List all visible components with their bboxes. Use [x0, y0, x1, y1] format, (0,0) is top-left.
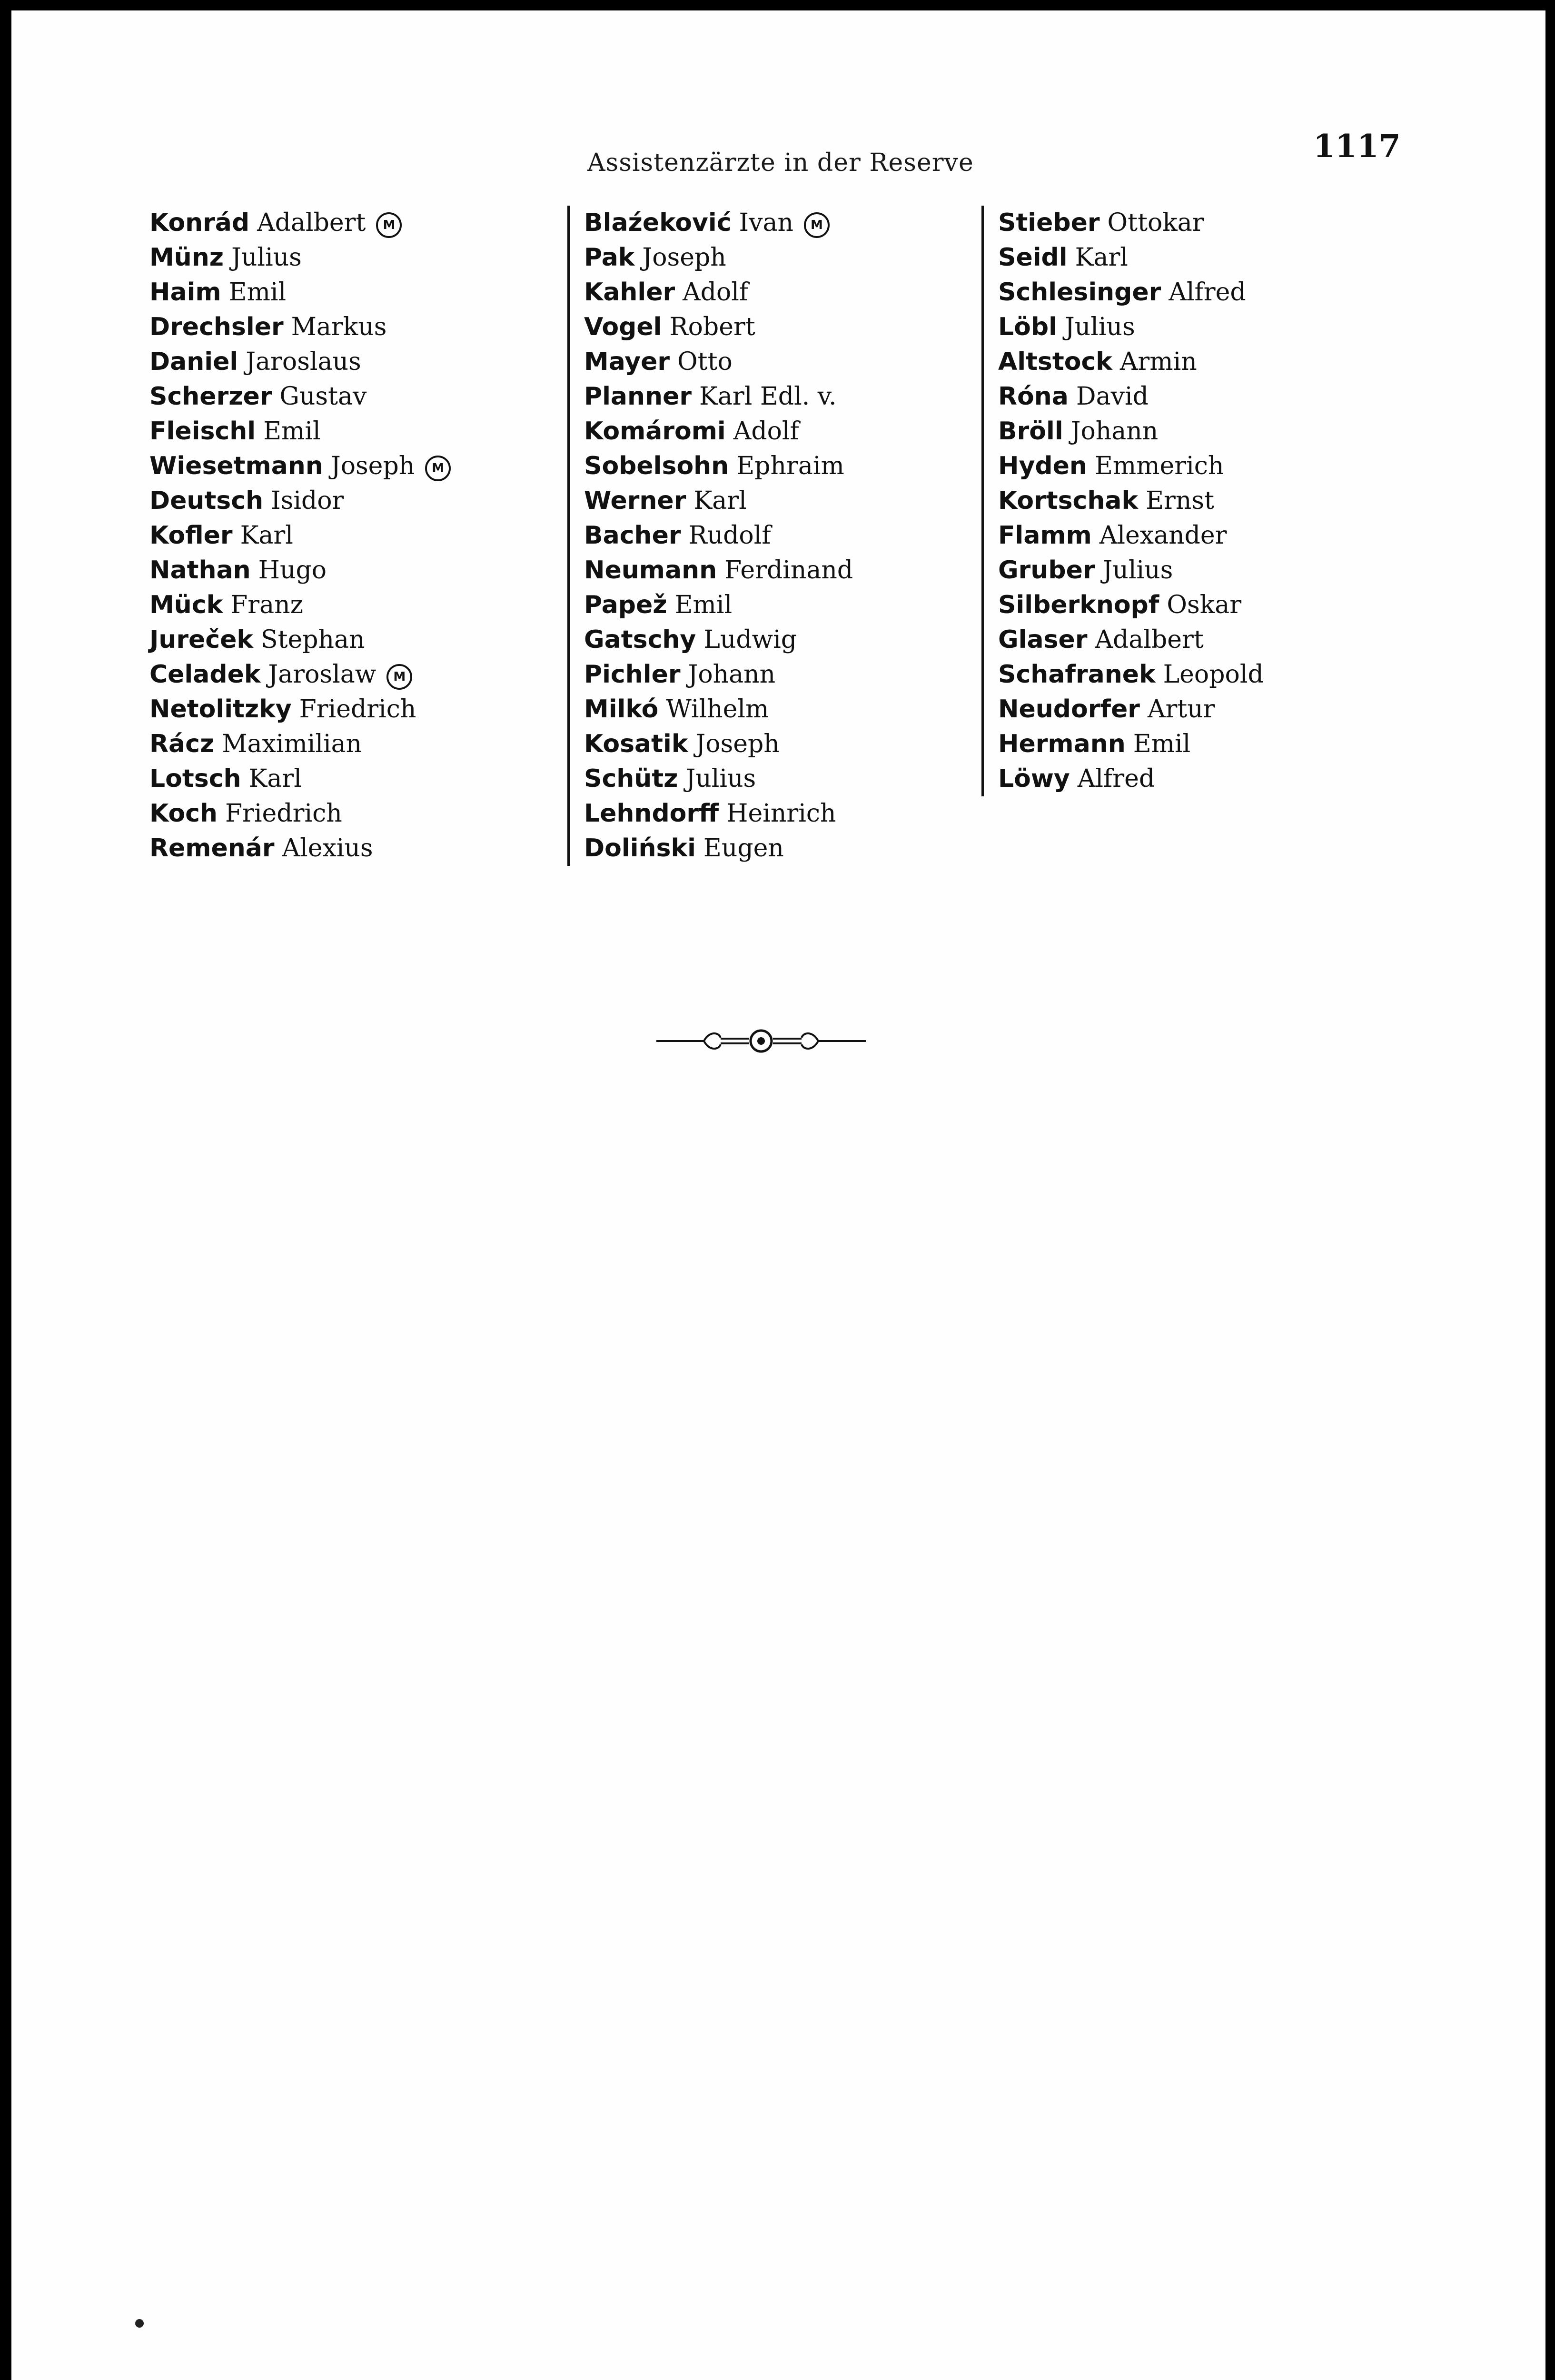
name-entry: [584, 275, 893, 310]
name-entry: [149, 796, 521, 831]
surname: Stieber: [998, 208, 1100, 237]
given-name: Emil: [263, 417, 321, 446]
given-name: Karl: [1075, 243, 1128, 272]
given-name: Franz: [230, 591, 303, 619]
surname: Mück: [149, 591, 223, 619]
surname: Netolitzky: [149, 695, 292, 724]
surname: Kofler: [149, 521, 233, 550]
name-entry: [584, 484, 893, 518]
given-name: Jaroslaw: [268, 660, 376, 689]
surname: Pak: [584, 243, 635, 272]
name-column-2: [567, 206, 893, 866]
running-head: Assistenzärzte in der Reserve: [587, 149, 974, 177]
name-entry: [584, 518, 893, 553]
name-entry: [998, 275, 1331, 310]
name-entry: [998, 345, 1331, 379]
surname: Sobelsohn: [584, 452, 729, 480]
surname: Seidl: [998, 243, 1068, 272]
given-name: Markus: [291, 313, 387, 341]
given-name: Alexius: [282, 834, 373, 863]
given-name: Leopold: [1163, 660, 1264, 689]
surname: Milkó: [584, 695, 659, 724]
given-name: Gustav: [279, 382, 367, 411]
given-name: Emil: [674, 591, 733, 619]
given-name: Karl Edl. v.: [699, 382, 837, 411]
name-entry: [584, 310, 893, 345]
surname: Neumann: [584, 556, 717, 585]
surname: Altstock: [998, 347, 1112, 376]
surname: Löbl: [998, 313, 1057, 341]
name-entry: [584, 623, 893, 657]
given-name: Alfred: [1169, 278, 1246, 307]
surname: Rácz: [149, 730, 215, 758]
given-name: Eugen: [703, 834, 784, 863]
name-column-1: [149, 206, 521, 866]
given-name: Johann: [1070, 417, 1159, 446]
decorative-ornament: [656, 1029, 866, 1053]
name-entry: [584, 240, 893, 275]
name-entry: [584, 345, 893, 379]
circled-m-mark: M: [386, 664, 412, 690]
name-entry: [584, 206, 893, 240]
name-entry: [998, 588, 1331, 623]
surname: Neudorfer: [998, 695, 1140, 724]
name-entry: [149, 692, 521, 727]
given-name: David: [1076, 382, 1149, 411]
given-name: Emmerich: [1094, 452, 1224, 480]
given-name: Julius: [1102, 556, 1173, 585]
surname: Doliński: [584, 834, 696, 863]
surname: Lotsch: [149, 764, 241, 793]
given-name: Jaroslaus: [246, 347, 361, 376]
given-name: Artur: [1147, 695, 1215, 724]
given-name: Alfred: [1077, 764, 1155, 793]
name-entry: [998, 484, 1331, 518]
name-entry: [998, 518, 1331, 553]
given-name: Wilhelm: [666, 695, 769, 724]
surname: Bacher: [584, 521, 681, 550]
page-number: 1117: [1313, 128, 1401, 165]
name-entry: [998, 414, 1331, 449]
surname: Mayer: [584, 347, 670, 376]
surname: Flamm: [998, 521, 1092, 550]
surname: Kosatik: [584, 730, 688, 758]
name-entry: [998, 240, 1331, 275]
name-entry: [998, 657, 1331, 692]
name-entry: [149, 484, 521, 518]
name-entry: [584, 796, 893, 831]
surname: Kortschak: [998, 486, 1139, 515]
name-entry: [584, 553, 893, 588]
given-name: Adalbert: [257, 208, 366, 237]
given-name: Emil: [1133, 730, 1191, 758]
given-name: Joseph: [642, 243, 726, 272]
surname: Celadek: [149, 660, 261, 689]
name-column-3: [981, 206, 1331, 796]
given-name: Ephraim: [736, 452, 844, 480]
surname: Schlesinger: [998, 278, 1161, 307]
name-entry: [149, 310, 521, 345]
surname: Hyden: [998, 452, 1087, 480]
given-name: Alexander: [1099, 521, 1227, 550]
given-name: Heinrich: [726, 799, 836, 828]
name-entry: [149, 379, 521, 414]
surname: Gruber: [998, 556, 1095, 585]
given-name: Ludwig: [703, 625, 797, 654]
name-entry: [584, 588, 893, 623]
surname: Löwy: [998, 764, 1070, 793]
name-entry: [149, 345, 521, 379]
surname: Nathan: [149, 556, 251, 585]
name-entry: [998, 727, 1331, 762]
surname: Drechsler: [149, 313, 284, 341]
circled-m-mark: M: [425, 456, 451, 481]
name-entry: [149, 831, 521, 866]
surname: Lehndorff: [584, 799, 719, 828]
surname: Remenár: [149, 834, 275, 863]
given-name: Ottokar: [1107, 208, 1204, 237]
name-entry: [149, 727, 521, 762]
name-entry: [998, 206, 1331, 240]
surname: Jureček: [149, 625, 253, 654]
name-entry: [998, 553, 1331, 588]
given-name: Emil: [228, 278, 287, 307]
name-entry: [149, 588, 521, 623]
given-name: Joseph: [330, 452, 415, 480]
name-entry: [149, 762, 521, 796]
surname: Deutsch: [149, 486, 264, 515]
stray-mark: [135, 2319, 144, 2328]
given-name: Karl: [240, 521, 293, 550]
given-name: Rudolf: [688, 521, 771, 550]
surname: Münz: [149, 243, 224, 272]
surname: Schafranek: [998, 660, 1156, 689]
given-name: Oskar: [1167, 591, 1242, 619]
name-entry: [149, 240, 521, 275]
surname: Bröll: [998, 417, 1063, 446]
given-name: Karl: [693, 486, 747, 515]
given-name: Armin: [1119, 347, 1197, 376]
surname: Schütz: [584, 764, 678, 793]
surname: Blaźeković: [584, 208, 732, 237]
surname: Daniel: [149, 347, 238, 376]
surname: Fleischl: [149, 417, 256, 446]
given-name: Joseph: [695, 730, 780, 758]
name-entry: [149, 414, 521, 449]
name-entry: [584, 831, 893, 866]
name-entry: [584, 692, 893, 727]
surname: Scherzer: [149, 382, 272, 411]
surname: Werner: [584, 486, 686, 515]
surname: Hermann: [998, 730, 1126, 758]
name-entry: [149, 553, 521, 588]
surname: Róna: [998, 382, 1069, 411]
given-name: Robert: [669, 313, 755, 341]
name-entry: [584, 379, 893, 414]
surname: Wiesetmann: [149, 452, 323, 480]
given-name: Julius: [1064, 313, 1135, 341]
given-name: Karl: [248, 764, 302, 793]
name-entry: [998, 762, 1331, 796]
given-name: Ernst: [1146, 486, 1214, 515]
name-entry: [149, 518, 521, 553]
surname: Glaser: [998, 625, 1088, 654]
given-name: Friedrich: [299, 695, 416, 724]
name-entry: [584, 762, 893, 796]
name-entry: [584, 727, 893, 762]
given-name: Isidor: [271, 486, 344, 515]
name-entry: [998, 449, 1331, 484]
name-entry: [998, 692, 1331, 727]
name-entry: [998, 379, 1331, 414]
name-entry: [998, 310, 1331, 345]
name-entry: [149, 275, 521, 310]
circled-m-mark: M: [376, 212, 402, 238]
name-entry: [149, 623, 521, 657]
surname: Silberknopf: [998, 591, 1159, 619]
name-entry: [584, 657, 893, 692]
name-entry: [584, 414, 893, 449]
given-name: Adolf: [733, 417, 799, 446]
surname: Planner: [584, 382, 692, 411]
given-name: Johann: [688, 660, 776, 689]
surname: Koch: [149, 799, 218, 828]
surname: Komáromi: [584, 417, 726, 446]
given-name: Friedrich: [225, 799, 342, 828]
document-page: [11, 10, 1545, 2380]
surname: Haim: [149, 278, 221, 307]
name-entry: [584, 449, 893, 484]
name-entry: [149, 657, 521, 692]
surname: Pichler: [584, 660, 681, 689]
given-name: Adolf: [683, 278, 749, 307]
circled-m-mark: M: [804, 212, 830, 238]
name-entry: [149, 449, 521, 484]
name-entry: [149, 206, 521, 240]
surname: Kahler: [584, 278, 675, 307]
surname: Konrád: [149, 208, 250, 237]
given-name: Adalbert: [1095, 625, 1204, 654]
surname: Gatschy: [584, 625, 696, 654]
given-name: Hugo: [258, 556, 327, 585]
given-name: Ivan: [739, 208, 793, 237]
given-name: Julius: [231, 243, 302, 272]
given-name: Julius: [685, 764, 756, 793]
given-name: Otto: [677, 347, 733, 376]
given-name: Maximilian: [222, 730, 362, 758]
surname: Papež: [584, 591, 667, 619]
given-name: Stephan: [260, 625, 365, 654]
surname: Vogel: [584, 313, 662, 341]
name-entry: [998, 623, 1331, 657]
given-name: Ferdinand: [724, 556, 853, 585]
